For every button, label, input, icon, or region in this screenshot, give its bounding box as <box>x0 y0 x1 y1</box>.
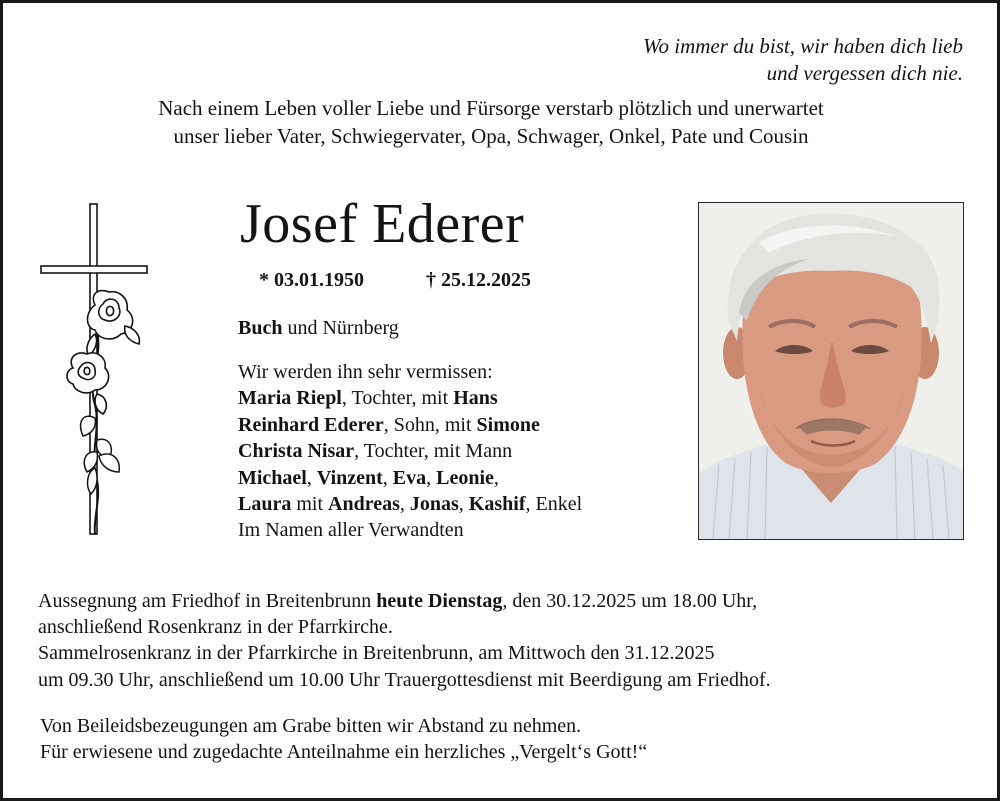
funeral-services <box>38 588 771 693</box>
separator: , <box>306 466 317 489</box>
mourner-name: Leonie <box>436 466 494 489</box>
mourner-relation: , Sohn, mit <box>383 413 477 436</box>
separator: , <box>458 493 469 516</box>
residence-places <box>238 315 399 341</box>
mourners-closing: Im Namen aller Verwandten <box>238 519 464 542</box>
mourner-name: Vinzent <box>316 466 383 489</box>
mourner-name: Jonas <box>409 493 459 516</box>
motto-line-1: Wo immer du bist, wir haben dich lieb <box>642 34 963 58</box>
birth-date: * 03.01.1950 <box>259 269 364 291</box>
motto-line-2: und vergessen dich nie. <box>766 61 963 85</box>
mourner-name: Andreas <box>328 493 400 516</box>
death-date: † 25.12.2025 <box>426 269 531 291</box>
place-bold: Buch <box>238 317 283 339</box>
mourner-name: Laura <box>238 493 292 516</box>
services-line-3: Sammelrosenkranz in der Pfarrkirche in Breitenbrunn, am Mittwoch den 31.12.2025 <box>38 642 715 665</box>
mourner-name: Eva <box>392 466 427 489</box>
closing-remarks <box>40 713 647 765</box>
memorial-motto <box>643 33 963 87</box>
mourner-name: Reinhard Ederer <box>238 413 384 436</box>
services-day: heute Dienstag <box>376 590 503 612</box>
mourner-name: Simone <box>476 413 540 436</box>
cross-with-roses-icon <box>37 200 149 540</box>
intro-line-2: unser lieber Vater, Schwiegervater, Opa, Schwager, Onkel, Pate und Cousin <box>173 124 809 148</box>
separator: , <box>493 466 499 489</box>
mourner-name: Michael <box>238 466 307 489</box>
closing-line-1: Von Beileidsbezeugungen am Grabe bitten wir Abstand zu nehmen. <box>40 715 582 737</box>
mourner-name: Hans <box>453 387 498 410</box>
mourner-line-3 <box>238 438 582 464</box>
mourner-line-5 <box>238 491 582 517</box>
mourners-list <box>238 359 582 544</box>
separator: , <box>399 493 410 516</box>
mourner-line-4 <box>238 465 582 491</box>
services-line-1 <box>38 588 771 614</box>
services-line-4: um 09.30 Uhr, anschließend um 10.00 Uhr Trauergottesdienst mit Beerdigung am Friedhof. <box>38 668 771 691</box>
separator: , <box>426 466 437 489</box>
intro-line-1: Nach einem Leben voller Liebe und Fürsorge verstarb plötzlich und unerwartet <box>158 96 824 120</box>
mourner-relation: , Enkel <box>525 493 583 516</box>
mourner-name: Kashif <box>468 493 526 516</box>
services-text: , den 30.12.2025 um 18.00 Uhr, <box>502 590 758 612</box>
place-rest: und Nürnberg <box>282 317 399 339</box>
closing-line-2: Für erwiesene und zugedachte Anteilnahme ein herzliches „Vergelt‘s Gott!“ <box>40 741 648 763</box>
deceased-name: Josef Ederer <box>240 193 525 255</box>
mourner-line-2 <box>238 412 582 438</box>
mourner-name: Maria Riepl <box>238 387 342 410</box>
portrait-photo <box>698 202 964 540</box>
mourner-name: Christa Nisar <box>238 440 355 463</box>
services-text: Aussegnung am Friedhof in Breitenbrunn <box>38 590 377 612</box>
intro-text <box>3 94 979 150</box>
mourners-intro: Wir werden ihn sehr vermissen: <box>238 361 493 383</box>
services-line-2: anschließend Rosenkranz in der Pfarrkirche. <box>38 616 393 639</box>
separator: , <box>382 466 393 489</box>
mourner-relation: , Tochter, mit Mann <box>354 440 513 463</box>
separator: mit <box>291 493 329 516</box>
mourner-line-1 <box>238 385 582 411</box>
mourner-relation: , Tochter, mit <box>341 387 454 410</box>
